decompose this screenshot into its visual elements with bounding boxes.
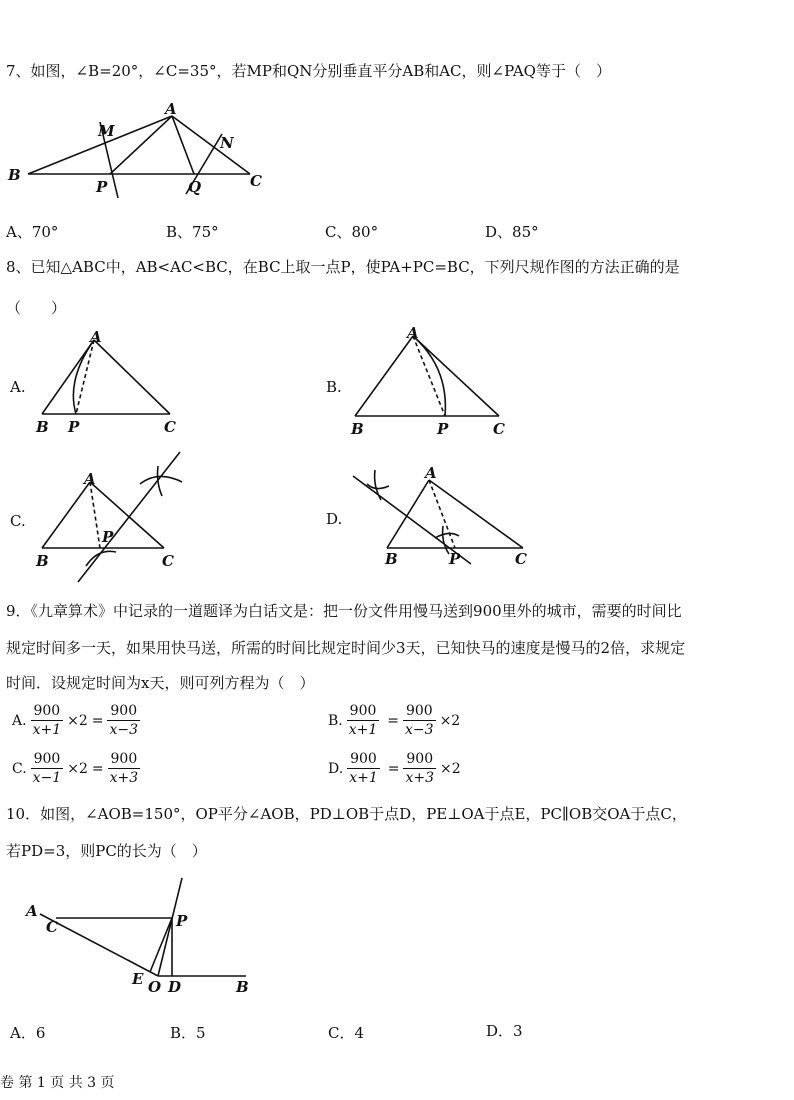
q9-line3: 时间．设规定时间为x天，则可列方程为（ ）	[6, 674, 315, 692]
q9-option-c[interactable]: C. $\frac{900}{x-1}$ ×2 = $\frac{900}{x+3}$	[12, 751, 139, 786]
q10-figure	[20, 874, 270, 1000]
q10-label-d: D	[168, 978, 182, 996]
q7-label-b: B	[8, 166, 21, 184]
q8-figure-b	[345, 324, 520, 444]
q8-option-b[interactable]: B.	[326, 378, 342, 396]
q7-option-c[interactable]: C、80°	[325, 223, 379, 241]
q7-label-n: N	[220, 134, 234, 152]
q8c-label-b: B	[36, 552, 49, 570]
q8d-label-a: A	[425, 464, 437, 482]
q8-figure-a	[30, 330, 190, 440]
q8a-label-c: C	[164, 418, 176, 436]
q8c-label-a: A	[84, 470, 96, 488]
q7-option-a[interactable]: A、70°	[6, 223, 59, 241]
q10-label-a: A	[26, 902, 38, 920]
q10-line2: 若PD=3，则PC的长为（ ）	[6, 842, 207, 860]
q9-option-d[interactable]: D. $\frac{900}{x+1}$ = $\frac{900}{x+3}$ ×2	[328, 751, 461, 786]
q8a-label-b: B	[36, 418, 49, 436]
q7-label-a: A	[165, 100, 177, 118]
q9-line2: 规定时间多一天，如果用快马送，所需的时间比规定时间少3天，已知快马的速度是慢马的2倍，求规定	[6, 639, 686, 657]
q8d-label-b: B	[385, 550, 398, 568]
q8b-label-b: B	[351, 420, 364, 438]
page-footer: 卷 第 1 页 共 3 页	[0, 1075, 115, 1091]
q8-paren: （ ）	[6, 299, 67, 317]
q10-option-d[interactable]: D．3	[486, 1022, 523, 1040]
q10-option-a[interactable]: A．6	[10, 1024, 46, 1042]
q10-label-o: O	[148, 978, 162, 996]
q10-label-c: C	[46, 918, 58, 936]
q8a-label-p: P	[68, 418, 80, 436]
q7-label-m: M	[98, 122, 115, 140]
q10-line1: 10．如图，∠AOB=150°，OP平分∠AOB，PD⊥OB于点D，PE⊥OA于点E，PC∥OB交OA于点C，	[6, 805, 687, 823]
q8-option-c[interactable]: C.	[10, 512, 26, 530]
q8b-label-a: A	[407, 324, 419, 342]
q10-option-b[interactable]: B．5	[170, 1024, 206, 1042]
q10-label-e: E	[132, 970, 144, 988]
q8b-label-p: P	[437, 420, 449, 438]
q8-figure-c	[30, 448, 200, 588]
q10-label-b: B	[236, 978, 249, 996]
q8d-label-c: C	[515, 550, 527, 568]
q8-figure-d	[345, 456, 545, 576]
q8-option-a[interactable]: A.	[10, 378, 26, 396]
q9-option-a[interactable]: A. $\frac{900}{x+1}$ ×2 = $\frac{900}{x-3}$	[12, 703, 139, 738]
q8c-label-p: P	[102, 528, 114, 546]
q8d-label-p: P	[449, 550, 461, 568]
q8-option-d[interactable]: D.	[326, 510, 343, 528]
q10-label-p: P	[176, 912, 188, 930]
q7-option-d[interactable]: D、85°	[485, 223, 539, 241]
q7-label-q: Q	[188, 178, 202, 196]
q8-stem: 8、已知△ABC中，AB<AC<BC，在BC上取一点P，使PA+PC=BC，下列尺规作图的方法正确的是	[6, 258, 680, 276]
q7-stem: 7、如图，∠B=20°，∠C=35°，若MP和QN分别垂直平分AB和AC，则∠PAQ等于（ ）	[6, 62, 611, 80]
q8c-label-c: C	[162, 552, 174, 570]
q7-label-p: P	[96, 178, 108, 196]
q7-segment-ap	[110, 116, 172, 174]
q7-option-b[interactable]: B、75°	[166, 223, 219, 241]
q10-option-c[interactable]: C．4	[328, 1024, 365, 1042]
q9-line1: 9．《九章算术》中记录的一道题译为白话文是：把一份文件用慢马送到900里外的城市，需要的时间比	[6, 602, 682, 620]
q8b-label-c: C	[493, 420, 505, 438]
q7-label-c: C	[250, 172, 262, 190]
q8a-label-a: A	[90, 330, 102, 346]
q7-figure	[0, 100, 300, 225]
q9-option-b[interactable]: B. $\frac{900}{x+1}$ = $\frac{900}{x-3}$ ×2	[328, 703, 461, 738]
